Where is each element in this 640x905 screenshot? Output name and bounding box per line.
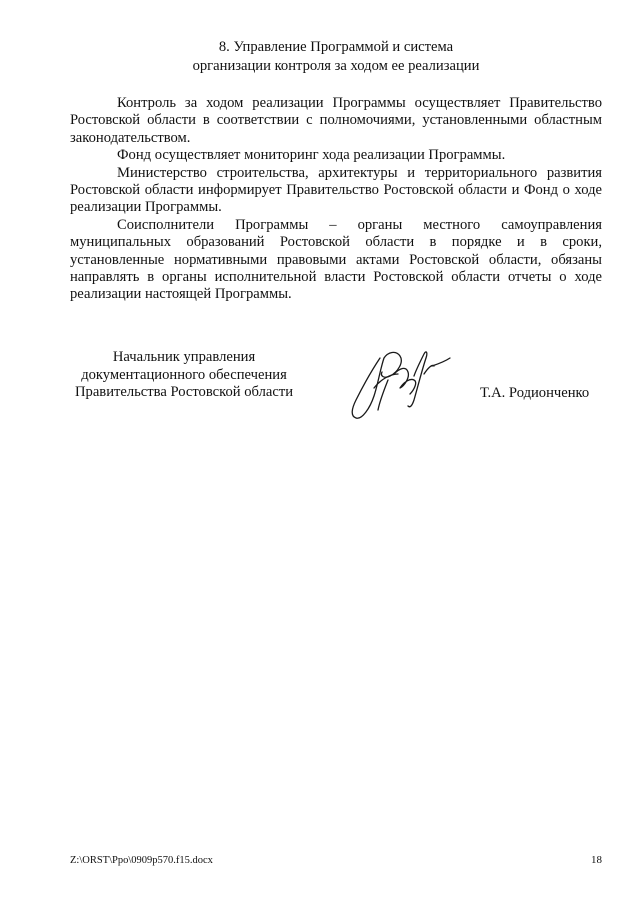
handwritten-signature [344, 344, 456, 422]
footer-file-path: Z:\ORST\Ppo\0909p570.f15.docx [70, 855, 213, 866]
signatory-position-line-2: документационного обеспечения [81, 366, 287, 383]
signatory-position-line-3: Правительства Ростовской области [74, 384, 294, 401]
paragraph-ministry: Министерство строительства, архитектуры и территориального развития Ростовской области информирует Правительство Ростовской области и Фонд о ходе реализации Программы. [70, 164, 602, 216]
section-title-line-2: организации контроля за ходом ее реализации [192, 58, 480, 74]
paragraph-co-executors: Соисполнители Программы – органы местного самоуправления муниципальных образований Ростовской области в порядке и в сроки, установленные нормативными правовыми актами Ростовской области, обязаны направлять в органы исполнительной власти Ростовской области отчеты о ходе реализации настоящей Программы. [70, 216, 602, 303]
paragraph-monitoring: Фонд осуществляет мониторинг хода реализации Программы. [117, 147, 506, 164]
signatory-position [62, 349, 306, 402]
section-heading [70, 38, 602, 76]
signatory-position-line-1: Начальник управления [112, 349, 256, 365]
signatory-name: Т.А. Родионченко [480, 385, 590, 401]
section-body [70, 95, 602, 304]
section-title-line-1: 8. Управление Программой и система [218, 39, 454, 55]
paragraph-control: Контроль за ходом реализации Программы осуществляет Правительство Ростовской области в соответствии с полномочиями, установленными областным законодательством. [70, 95, 602, 146]
page-number: 18 [591, 854, 602, 866]
